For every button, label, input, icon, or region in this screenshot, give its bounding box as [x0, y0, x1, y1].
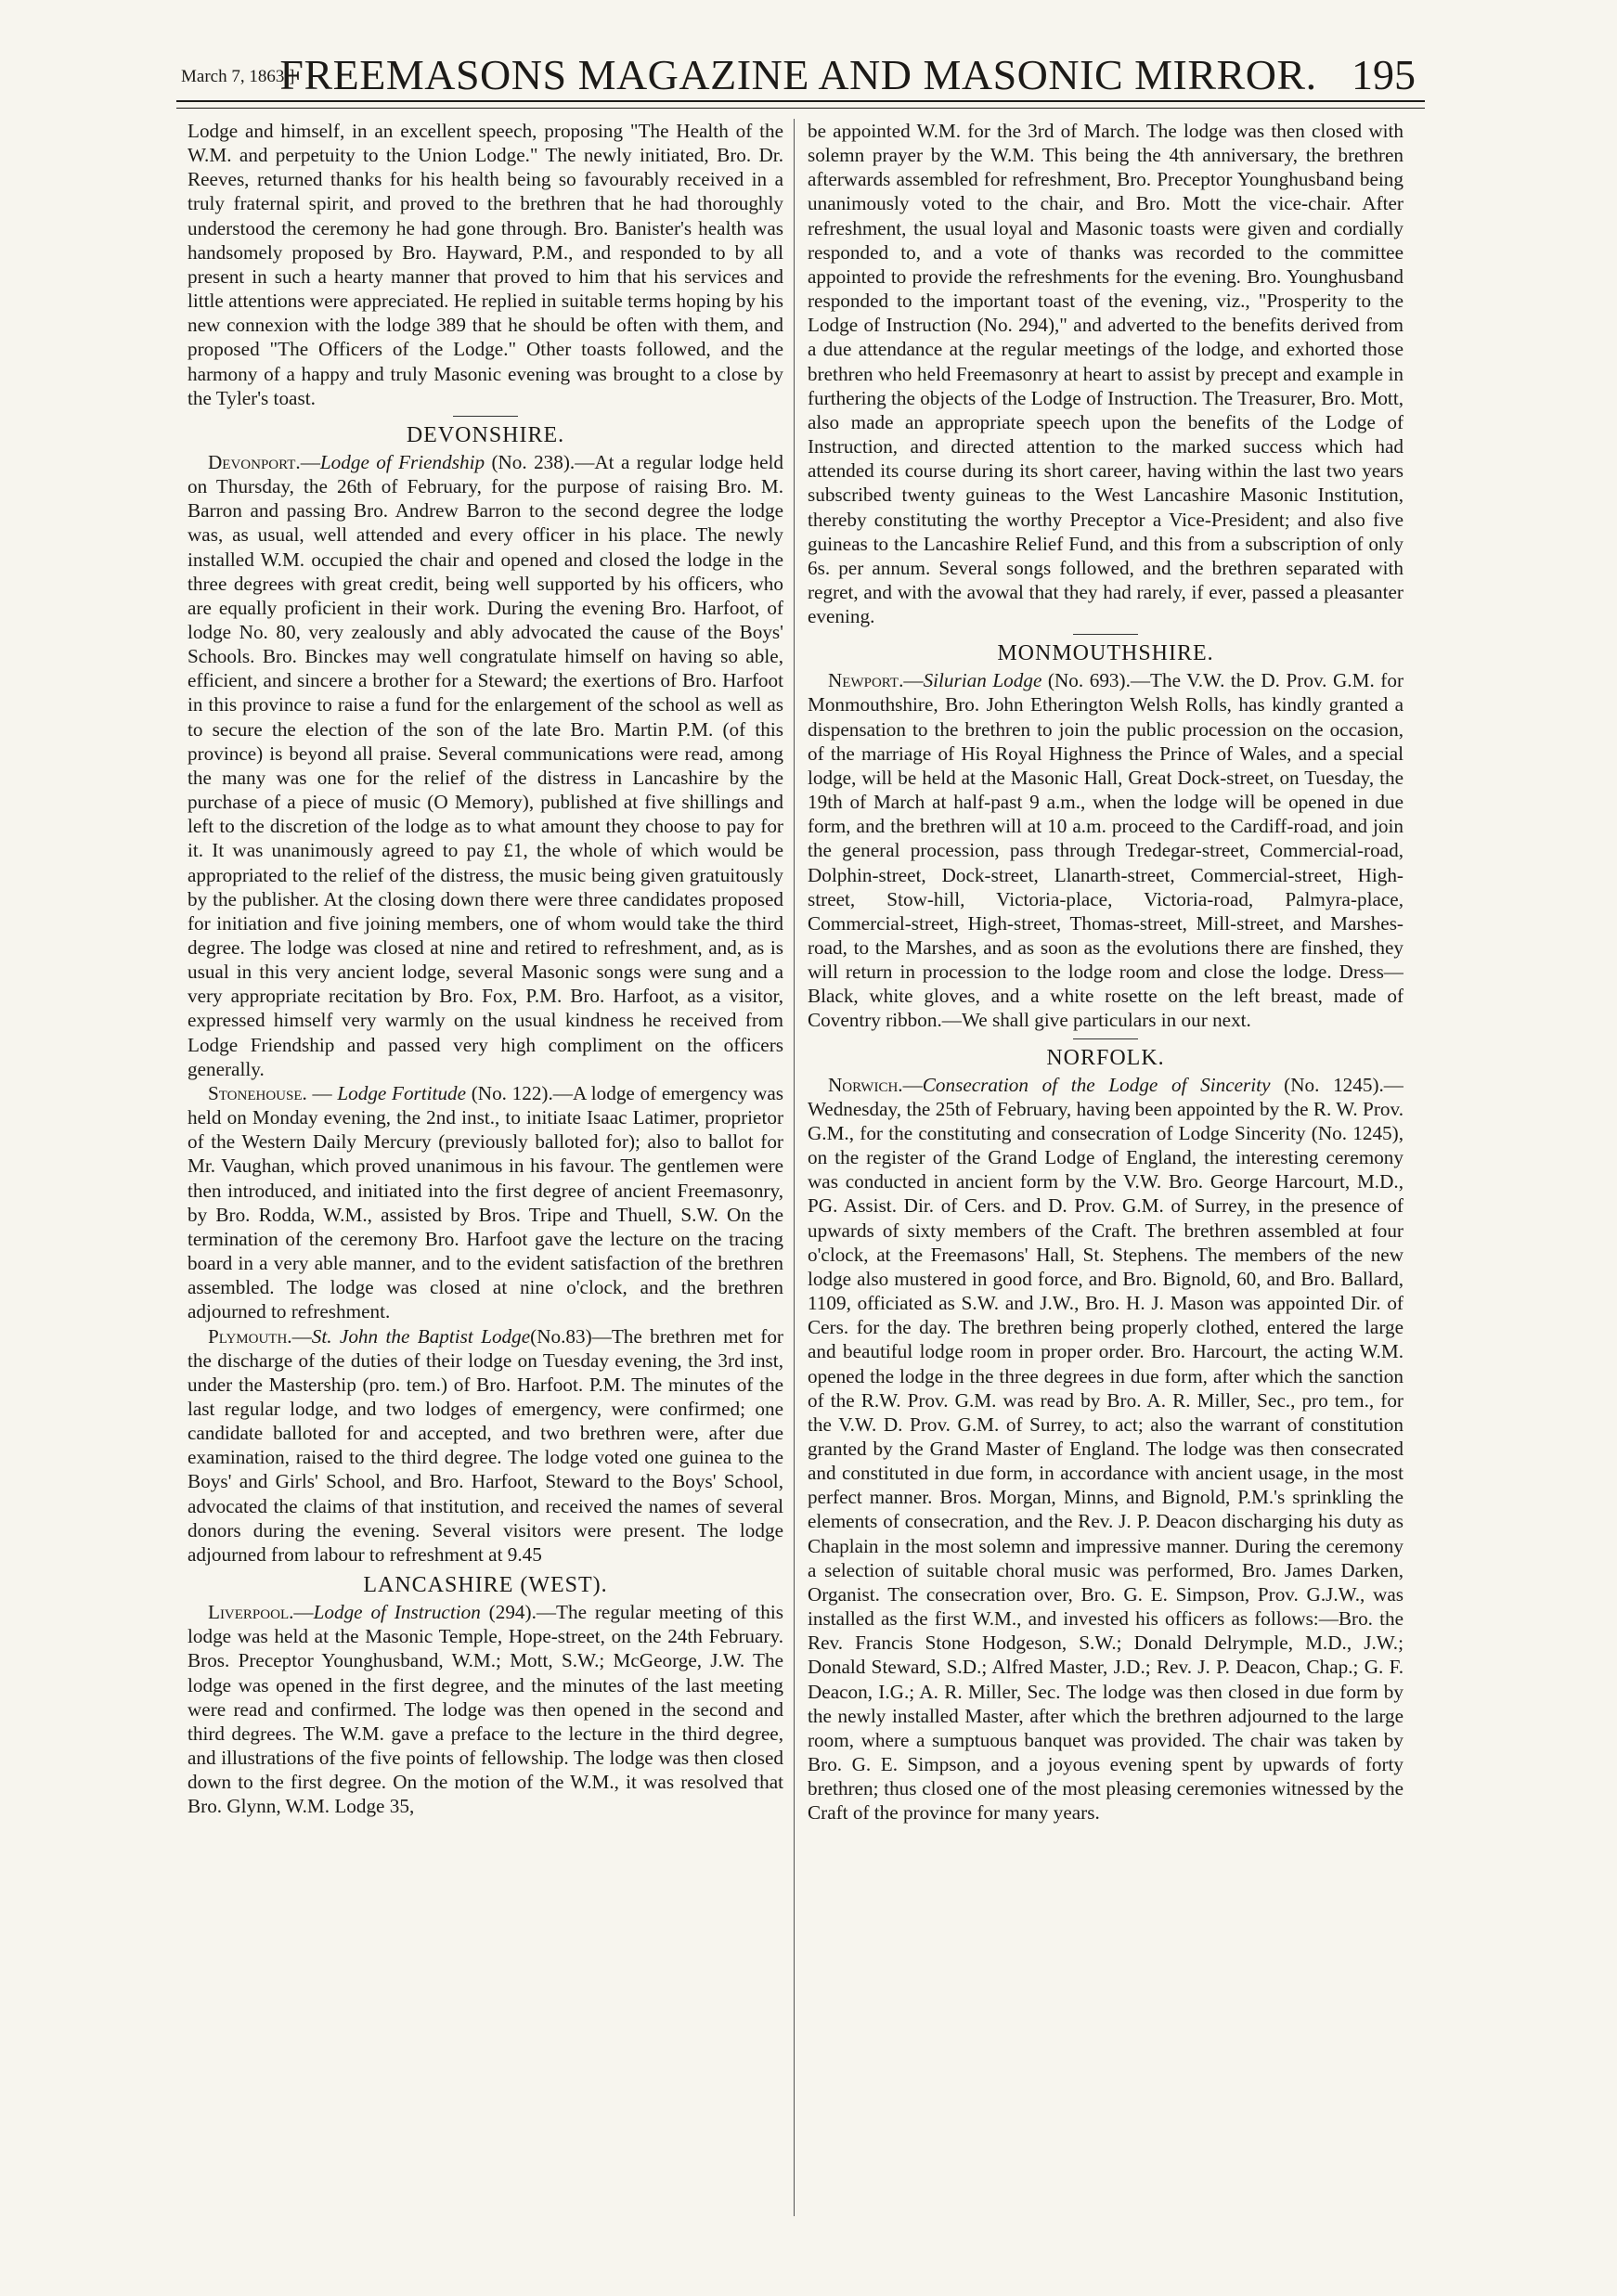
lodge-name: St. John the Baptist Lodge	[311, 1324, 531, 1348]
norwich-report: Norwich.—Consecration of the Lodge of Sincerity (No. 1245).—Wednesday, the 25th of February, having been appointed by the R. W. Prov. G.M., for the constituting and consecration of Lodge Sincerity (No. 1245), on the register of the Grand Lodge of England, the interesting ceremony was conducted in ancient form by the V.W. Bro. George Harcourt, M.D., PG. Assist. Dir. of Cers. and D. Prov. G.M. of Surrey, in the presence of upwards of sixty members of the Craft. The brethren assembled at four o'clock, at the Freemasons' Hall, St. Stephens. The members of the new lodge also mustered in good force, and Bro. Bignold, 60, and Bro. Ballard, 1109, officiated as S.W. and J.W., Bro. H. J. Mason was appointed Dir. of Cers. for the day. The brethren being properly clothed, entered the large and beautiful lodge room in proper order. Bro. Harcourt, the acting W.M. opened the lodge in the three degrees in due form, after which the sanction of the R.W. Prov. G.M. was read by Bro. A. R. Miller, Sec., pro tem., for the V.W. D. Prov. G.M. of Surrey, to act; also the warrant of constitution granted by the Grand Master of England. The lodge was then consecrated and constituted in due form, in accordance with ancient usage, in the most perfect manner. Bros. Morgan, Minns, and Bignold, P.M.'s sprinkling the elements of consecration, and the Rev. J. P. Deacon discharging his duty as Chaplain in the most solemn and impressive manner. During the ceremony a selection of suitable choral music was performed, Bro. James Darken, Organist. The consecration over, Bro. G. E. Simpson, Prov. G.J.W., was installed as the first W.M., and invested his officers as follows:—Bro. the Rev. Francis Stone Hodgeson, S.W.; Donald Delrymple, M.D., J.W.; Donald Steward, S.D.; Alfred Master, J.D.; Rev. J. P. Deacon, Chap.; G. F. Deacon, I.G.; A. R. Miller, Sec. The lodge was then closed in due form by the newly installed Master, after which the brethren adjourned to the large room, where a sumptuous banquet was provided. The chair was taken by Bro. G. E. Simpson, and a joyous evening spent by upwards of forty brethren; thus closed one of the most pleasing ceremonies witnessed by the Craft of the province for many years.	[808, 1073, 1404, 1825]
lodge-name: Consecration of the Lodge of Sincerity	[922, 1073, 1271, 1096]
report-text: (No. 238).—At a regular lodge held on Thursday, the 26th of February, for the purpose of raising Bro. M. Barron and passing Bro. Andrew Barron to the second degree the lodge was, as usual, well attended and every officer in his place. The newly installed W.M. occupied the chair and opened and closed the lodge in the three degrees with great credit, being well supported by his officers, who are equally proficient in their work. During the evening Bro. Harfoot, of lodge No. 80, very zealously and ably advocated the cause of the Boys' Schools. Bro. Binckes may well congratulate himself on having so able, efficient, and sincere a brother for a Steward; the exertions of Bro. Harfoot in this province to raise a fund for the enlargement of the school as well as to secure the election of the son of the late Bro. Martin P.M. (of this province) is beyond all praise. Several communications were read, among the many was one for the relief of the distress in Lancashire by the purchase of a piece of music (O Memory), published at five shillings and left to the discretion of the lodge as to what amount they choose to pay for it. It was unanimously agreed to pay £1, the whole of which would be appropriated to the relief of the distress, the music being given gratuitously by the publisher. At the closing down there were three candidates proposed for initiation and five joining members, one of whom would take the third degree. The lodge was closed at nine and retired to refreshment, and, as is usual in this very ancient lodge, several Masonic songs were sung and a very appropriate recitation by Bro. Fox, P.M. Bro. Harfoot, as a visitor, expressed himself very warmly on the usual kindness he received from Lodge Friendship and passed very high compliment on the officers generally.	[188, 450, 783, 1080]
report-text: (No. 122).—A lodge of emergency was held on Monday evening, the 2nd inst., to initiate Isaac Latimer, proprietor of the Western Daily Mercury (previously balloted for); also to ballot for Mr. Vaughan, which proved unanimous in his favour. The gentlemen were then introduced, and initiated into the first degree of ancient Freemasonry, by Bro. Rodda, W.M., assisted by Bros. Tripe and Thuell, S.W. On the termination of the ceremony Bro. Harfoot gave the lecture on the tracing board in a very able manner, and to the evident satisfaction of the brethren assembled. The lodge was closed at nine o'clock, and the brethren adjourned to refreshment.	[188, 1081, 783, 1323]
section-heading-norfolk: NORFOLK.	[1046, 1045, 1165, 1070]
liverpool-report: Liverpool.—Lodge of Instruction (294).—The regular meeting of this lodge was held at the Masonic Temple, Hope-street, on the 24th February. Bros. Preceptor Younghusband, W.M.; Mott, S.W.; McGeorge, J.W. The lodge was opened in the first degree, and the minutes of the last meeting were read and confirmed. The lodge was then opened in the second and third degrees. The W.M. gave a preface to the lecture in the third degree, and illustrations of the five points of fellowship. The lodge was then closed down to the first degree. On the motion of the W.M., it was resolved that Bro. Glynn, W.M. Lodge 35,	[188, 1601, 783, 1818]
issue-date: March 7, 1863.]	[181, 67, 295, 86]
header-rule-thin	[176, 108, 1425, 109]
place-name: Plymouth.	[208, 1324, 292, 1348]
lodge-name: Lodge of Instruction	[313, 1601, 481, 1624]
report-text: (294).—The regular meeting of this lodge was held at the Masonic Temple, Hope-street, on the 24th February. Bros. Preceptor Younghusband, W.M.; Mott, S.W.; McGeorge, J.W. The lodge was opened in the first degree, and the minutes of the last meeting were read and confirmed. The lodge was then opened in the second and third degrees. The W.M. gave a preface to the lecture in the third degree, and illustrations of the five points of fellowship. The lodge was then closed down to the first degree. On the motion of the W.M., it was resolved that Bro. Glynn, W.M. Lodge 35,	[188, 1601, 783, 1818]
header-rule-thick	[176, 100, 1425, 102]
place-name: Norwich.	[828, 1073, 903, 1096]
section-divider	[1073, 1038, 1138, 1039]
left-column	[188, 119, 783, 2221]
place-name: Newport.	[828, 669, 904, 692]
column-divider	[794, 119, 795, 2216]
devonport-report: Devonport.—Lodge of Friendship (No. 238).—At a regular lodge held on Thursday, the 26th of February, for the purpose of raising Bro. M. Barron and passing Bro. Andrew Barron to the second degree the lodge was, as usual, well attended and every officer in his place. The newly installed W.M. occupied the chair and opened and closed the lodge in the three degrees with great credit, being well supported by his officers, who are equally proficient in their work. During the evening Bro. Harfoot, of lodge No. 80, very zealously and ably advocated the cause of the Boys' Schools. Bro. Binckes may well congratulate himself on having so able, efficient, and sincere a brother for a Steward; the exertions of Bro. Harfoot in this province to raise a fund for the enlargement of the school as well as to secure the election of the son of the late Bro. Martin P.M. (of this province) is beyond all praise. Several communications were read, among the many was one for the relief of the distress in Lancashire by the purchase of a piece of music (O Memory), published at five shillings and left to the discretion of the lodge as to what amount they choose to pay for it. It was unanimously agreed to pay £1, the whole of which would be appropriated to the relief of the distress, the music being given gratuitously by the publisher. At the closing down there were three candidates proposed for initiation and five joining members, one of whom would take the third degree. The lodge was closed at nine and retired to refreshment, and, as is usual in this very ancient lodge, several Masonic songs were sung and a very appropriate recitation by Bro. Fox, P.M. Bro. Harfoot, as a visitor, expressed himself very warmly on the usual kindness he received from Lodge Friendship and passed very high compliment on the officers generally.	[188, 450, 783, 1080]
section-heading-devonshire: DEVONSHIRE.	[406, 422, 565, 447]
place-name: Stonehouse.	[208, 1081, 307, 1104]
page-number: 195	[1352, 51, 1416, 98]
plymouth-report: Plymouth.—St. John the Baptist Lodge(No.83)—The brethren met for the discharge of the duties of their lodge on Tuesday evening, the 3rd inst, under the Mastership (pro. tem.) of Bro. Harfoot. P.M. The minutes of the last regular lodge, and two lodges of emergency, were confirmed; one candidate balloted for and accepted, and two brethren were, after due examination, raised to the third degree. The lodge voted one guinea to the Boys' and Girls' School, and Bro. Harfoot, Steward to the Boys' School, advocated the claims of that institution, and received the names of several donors during the evening. Several visitors were present. The lodge adjourned from labour to refreshment at 9.45	[188, 1324, 783, 1566]
report-text: (No. 693).—The V.W. the D. Prov. G.M. for Monmouthshire, Bro. John Etherington Welsh Rolls, has kindly granted a dispensation to the brethren to join the public procession on the occasion, of the marriage of His Royal Highness the Prince of Wales, and a special lodge, will be held at the Masonic Hall, Great Dock-street, on Tuesday, the 19th of March at half-past 9 a.m., when the lodge will be opened in due form, and the brethren will at 10 a.m. proceed to the Cardiff-road, and join the general procession, pass through Tredegar-street, Commercial-road, Dolphin-street, Dock-street, Llanarth-street, Commercial-street, High-street, Stow-hill, Victoria-place, Victoria-road, Palmyra-place, Commercial-street, High-street, Thomas-street, Mill-street, and Marshes-road, to the Marshes, and as soon as the evolutions there are finshed, they will return in procession to the lodge room and close the lodge. Dress—Black, white gloves, and a white rosette on the left breast, made of Coventry ribbon.—We shall give particulars in our next.	[808, 669, 1404, 1032]
page-header	[181, 48, 1416, 98]
place-name: Devonport.	[208, 450, 301, 473]
magazine-title: FREEMASONS MAGAZINE AND MASONIC MIRROR.	[279, 51, 1317, 98]
place-name: Liverpool.	[208, 1601, 294, 1624]
lodge-name: Silurian Lodge	[923, 669, 1042, 692]
section-heading-lancashire: LANCASHIRE (WEST).	[363, 1573, 608, 1598]
lodge-name: Lodge Fortitude	[337, 1081, 467, 1104]
newport-report: Newport.—Silurian Lodge (No. 693).—The V.W. the D. Prov. G.M. for Monmouthshire, Bro. John Etherington Welsh Rolls, has kindly granted a dispensation to the brethren to join the public procession on the occasion, of the marriage of His Royal Highness the Prince of Wales, and a special lodge, will be held at the Masonic Hall, Great Dock-street, on Tuesday, the 19th of March at half-past 9 a.m., when the lodge will be opened in due form, and the brethren will at 10 a.m. proceed to the Cardiff-road, and join the general procession, pass through Tredegar-street, Commercial-road, Dolphin-street, Dock-street, Llanarth-street, Commercial-street, High-street, Stow-hill, Victoria-place, Victoria-road, Palmyra-place, Commercial-street, High-street, Thomas-street, Mill-street, and Marshes-road, to the Marshes, and as soon as the evolutions there are finshed, they will return in procession to the lodge room and close the lodge. Dress—Black, white gloves, and a white rosette on the left breast, made of Coventry ribbon.—We shall give particulars in our next.	[808, 669, 1404, 1032]
section-heading-monmouthshire: MONMOUTHSHIRE.	[997, 641, 1214, 666]
stonehouse-report: Stonehouse. — Lodge Fortitude (No. 122).—A lodge of emergency was held on Monday evening, the 2nd inst., to initiate Isaac Latimer, proprietor of the Western Daily Mercury (previously balloted for); also to ballot for Mr. Vaughan, which proved unanimous in his favour. The gentlemen were then introduced, and initiated into the first degree of ancient Freemasonry, by Bro. Rodda, W.M., assisted by Bros. Tripe and Thuell, S.W. On the termination of the ceremony Bro. Harfoot gave the lecture on the tracing board in a very able manner, and to the evident satisfaction of the brethren assembled. The lodge was closed at nine o'clock, and the brethren adjourned to refreshment.	[188, 1081, 783, 1323]
lodge-name: Lodge of Friendship	[319, 450, 485, 473]
section-divider	[453, 416, 518, 417]
section-divider	[1073, 634, 1138, 635]
right-column	[808, 119, 1404, 2221]
report-text: (No.83)—The brethren met for the discharge of the duties of their lodge on Tuesday evening, the 3rd inst, under the Mastership (pro. tem.) of Bro. Harfoot. P.M. The minutes of the last regular lodge, and two lodges of emergency, were confirmed; one candidate balloted for and accepted, and two brethren were, after due examination, raised to the third degree. The lodge voted one guinea to the Boys' and Girls' School, and Bro. Harfoot, Steward to the Boys' School, advocated the claims of that institution, and received the names of several donors during the evening. Several visitors were present. The lodge adjourned from labour to refreshment at 9.45	[188, 1324, 783, 1566]
liverpool-report-continued: be appointed W.M. for the 3rd of March. The lodge was then closed with solemn prayer by the W.M. This being the 4th anniversary, the brethren afterwards assembled for refreshment, Bro. Preceptor Younghusband being unanimously voted to the chair, and Bro. Mott the vice-chair. After refreshment, the usual loyal and Masonic toasts were given and cordially responded to, and a vote of thanks was recorded to the committee appointed to provide the refreshments for the evening. Bro. Younghusband responded to the important toast of the evening, viz., "Prosperity to the Lodge of Instruction (No. 294)," and adverted to the benefits derived from a due attendance at the regular meetings of the lodge, and exhorted those brethren who held Freemasonry at heart to assist by precept and example in furthering the objects of the Lodge of Instruction. The Treasurer, Bro. Mott, also made an appropriate speech upon the benefits of the Lodge of Instruction, and directed attention to the marked success which had attended its course during its short career, having within the last two years subscribed twenty guineas to the West Lancashire Masonic Institution, thereby constituting the worthy Preceptor a Vice-President; and also five guineas to the Lancashire Relief Fund, and this from a subscription of only 6s. per annum. Several songs followed, and the brethren separated with regret, and with the avowal that they had rarely, if ever, passed a pleasanter evening.	[808, 120, 1404, 628]
intro-paragraph: Lodge and himself, in an excellent speech, proposing "The Health of the W.M. and perpetuity to the Union Lodge." The newly initiated, Bro. Dr. Reeves, returned thanks for his health being so favourably received in a truly fraternal spirit, and proved to the brethren that he had thoroughly understood the ceremony he had gone through. Bro. Banister's health was handsomely proposed by Bro. Hayward, P.M., and responded to by all present in such a hearty manner that proved to him that his services and little attentions were appreciated. He replied in suitable terms hoping by his new connexion with the lodge 389 that he should be often with them, and proposed "The Officers of the Lodge." Other toasts followed, and the harmony of a happy and truly Masonic evening was brought to a close by the Tyler's toast.	[188, 120, 783, 409]
report-text: (No. 1245).—Wednesday, the 25th of February, having been appointed by the R. W. Prov. G.M., for the constituting and consecration of Lodge Sincerity (No. 1245), on the register of the Grand Lodge of England, the interesting ceremony was conducted in ancient form by the V.W. Bro. George Harcourt, M.D., PG. Assist. Dir. of Cers. and D. Prov. G.M. of Surrey, in the presence of upwards of sixty members of the Craft. The brethren assembled at four o'clock, at the Freemasons' Hall, St. Stephens. The members of the new lodge also mustered in good force, and Bro. Bignold, 60, and Bro. Ballard, 1109, officiated as S.W. and J.W., Bro. H. J. Mason was appointed Dir. of Cers. for the day. The brethren being properly clothed, entered the large and beautiful lodge room in proper order. Bro. Harcourt, the acting W.M. opened the lodge in the three degrees in due form, after which the sanction of the R.W. Prov. G.M. was read by Bro. A. R. Miller, Sec., pro tem., for the V.W. D. Prov. G.M. of Surrey, to act; also the warrant of constitution granted by the Grand Master of England. The lodge was then consecrated and constituted in due form, in accordance with ancient usage, in the most perfect manner. Bros. Morgan, Minns, and Bignold, P.M.'s sprinkling the elements of consecration, and the Rev. J. P. Deacon discharging his duty as Chaplain in the most solemn and impressive manner. During the ceremony a selection of suitable choral music was performed, Bro. James Darken, Organist. The consecration over, Bro. G. E. Simpson, Prov. G.J.W., was installed as the first W.M., and invested his officers as follows:—Bro. the Rev. Francis Stone Hodgeson, S.W.; Donald Delrymple, M.D., J.W.; Donald Steward, S.D.; Alfred Master, J.D.; Rev. J. P. Deacon, Chap.; G. F. Deacon, I.G.; A. R. Miller, Sec. The lodge was then closed in due form by the newly installed Master, after which the brethren adjourned to the large room, where a sumptuous banquet was provided. The chair was taken by Bro. G. E. Simpson, and a joyous evening spent by upwards of forty brethren; thus closed one of the most pleasing ceremonies witnessed by the Craft of the province for many years.	[808, 1073, 1404, 1825]
